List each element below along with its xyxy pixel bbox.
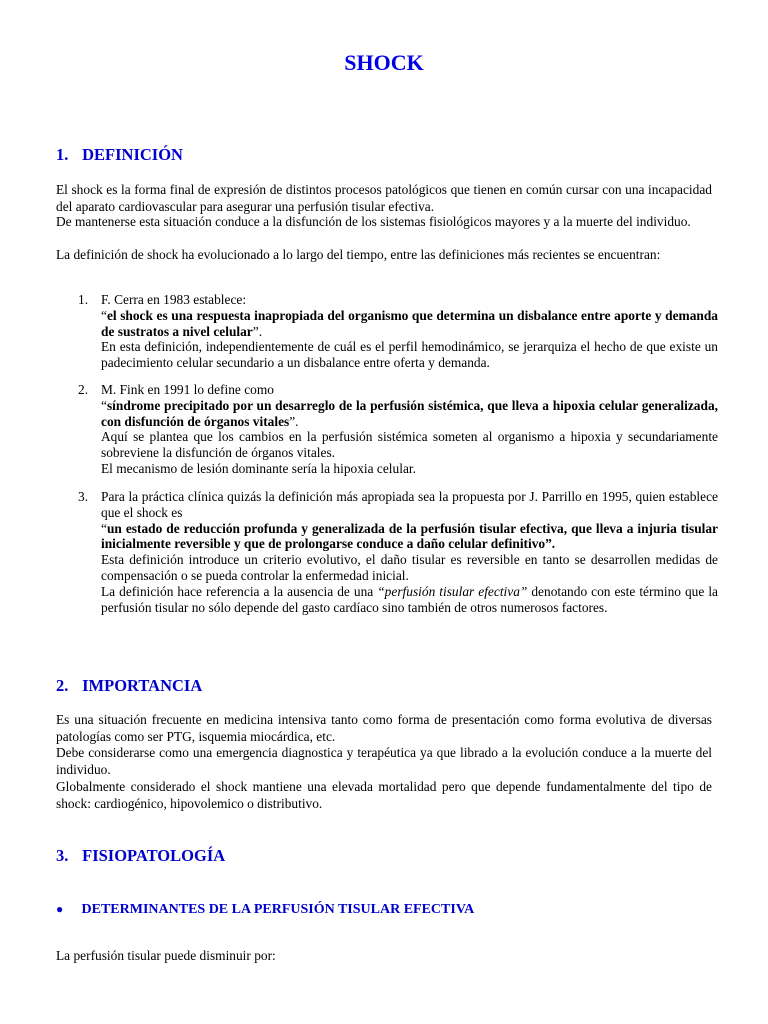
paragraph: De mantenerse esta situación conduce a la disfunción de los sistemas fisiológicos mayores y a la muerte del individuo. — [56, 214, 691, 229]
subsection-heading — [56, 902, 474, 918]
item-note: Aquí se plantea que los cambios en la perfusión sistémica someten al organismo a hipoxia y secundariamente sobreviene la disfunción de órganos vitales. — [101, 429, 718, 461]
paragraph: Debe considerarse como una emergencia diagnostica y terapéutica ya que librado a la evolución conduce a la muerte del individuo. — [56, 745, 712, 777]
paragraph: La perfusión tisular puede disminuir por: — [56, 948, 276, 963]
list-number: 1. — [78, 292, 89, 307]
section-heading-definicion — [56, 145, 183, 165]
section-number: 1. — [56, 145, 69, 164]
item-note: En esta definición, independientemente de cuál es el perfil hemodinámico, se jerarquiza el hecho de que existe un padecimiento celular secundario a un disbalance entre oferta y demanda. — [101, 339, 718, 371]
paragraph: Globalmente considerado el shock mantiene una elevada mortalidad pero que depende fundamentalmente del tipo de shock: cardiogénico, hipovolemico o distributivo. — [56, 779, 712, 811]
list-item — [78, 489, 718, 615]
section-heading-importancia — [56, 676, 202, 696]
item-quote: “un estado de reducción profunda y generalizada de la perfusión tisular efectiva, que lleva a injuria tisular inicialmente reversible y que de prolongarse conduce a daño celular definitivo”. — [101, 520, 718, 552]
item-intro: F. Cerra en 1983 establece: — [101, 292, 247, 307]
list-number: 2. — [78, 382, 89, 397]
item-quote: “síndrome precipitado por un desarreglo de la perfusión sistémica, que lleva a hipoxia celular generalizada, con disfunción de órganos vitales”. — [101, 397, 718, 429]
section-number: 3. — [56, 846, 69, 865]
section-title: FISIOPATOLOGÍA — [82, 846, 226, 865]
list-number: 3. — [78, 489, 89, 504]
paragraph: Es una situación frecuente en medicina intensiva tanto como forma de presentación como forma evolutiva de diversas patologías como ser PTG, isquemia miocárdica, etc. — [56, 712, 712, 744]
section-title: IMPORTANCIA — [82, 676, 203, 695]
item-quote: “el shock es una respuesta inapropiada del organismo que determina un disbalance entre aporte y demanda de sustratos a nivel celular”. — [101, 307, 718, 339]
paragraph: La definición de shock ha evolucionado a lo largo del tiempo, entre las definiciones más recientes se encuentran: — [56, 247, 661, 262]
paragraph: El shock es la forma final de expresión de distintos procesos patológicos que tienen en común cursar con una incapacidad del aparato cardiovascular para asegurar una perfusión tisular efectiva. — [56, 182, 712, 214]
section-heading-fisiopatologia — [56, 846, 225, 866]
page-title: SHOCK — [344, 50, 424, 75]
item-note: Esta definición introduce un criterio evolutivo, el daño tisular es reversible en tanto se desarrollen medidas de compensación o se pueda controlar la enfermedad inicial. — [101, 552, 718, 583]
list-item — [78, 292, 718, 371]
section-title: DEFINICIÓN — [82, 145, 183, 164]
list-item — [78, 382, 718, 477]
item-intro: Para la práctica clínica quizás la definición más apropiada sea la propuesta por J. Parrillo en 1995, quien establece que el shock es — [101, 489, 718, 520]
subsection-title: DETERMINANTES DE LA PERFUSIÓN TISULAR EFECTIVA — [81, 902, 475, 917]
item-note: La definición hace referencia a la ausencia de una “perfusión tisular efectiva” denotando con este término que la perfusión tisular no sólo depende del gasto cardíaco sino también de otros numerosos factores. — [101, 583, 718, 615]
section-number: 2. — [56, 676, 69, 695]
bullet-icon: ● — [56, 902, 64, 916]
item-intro: M. Fink en 1991 lo define como — [101, 382, 274, 397]
item-note: El mecanismo de lesión dominante sería la hipoxia celular. — [101, 460, 416, 476]
